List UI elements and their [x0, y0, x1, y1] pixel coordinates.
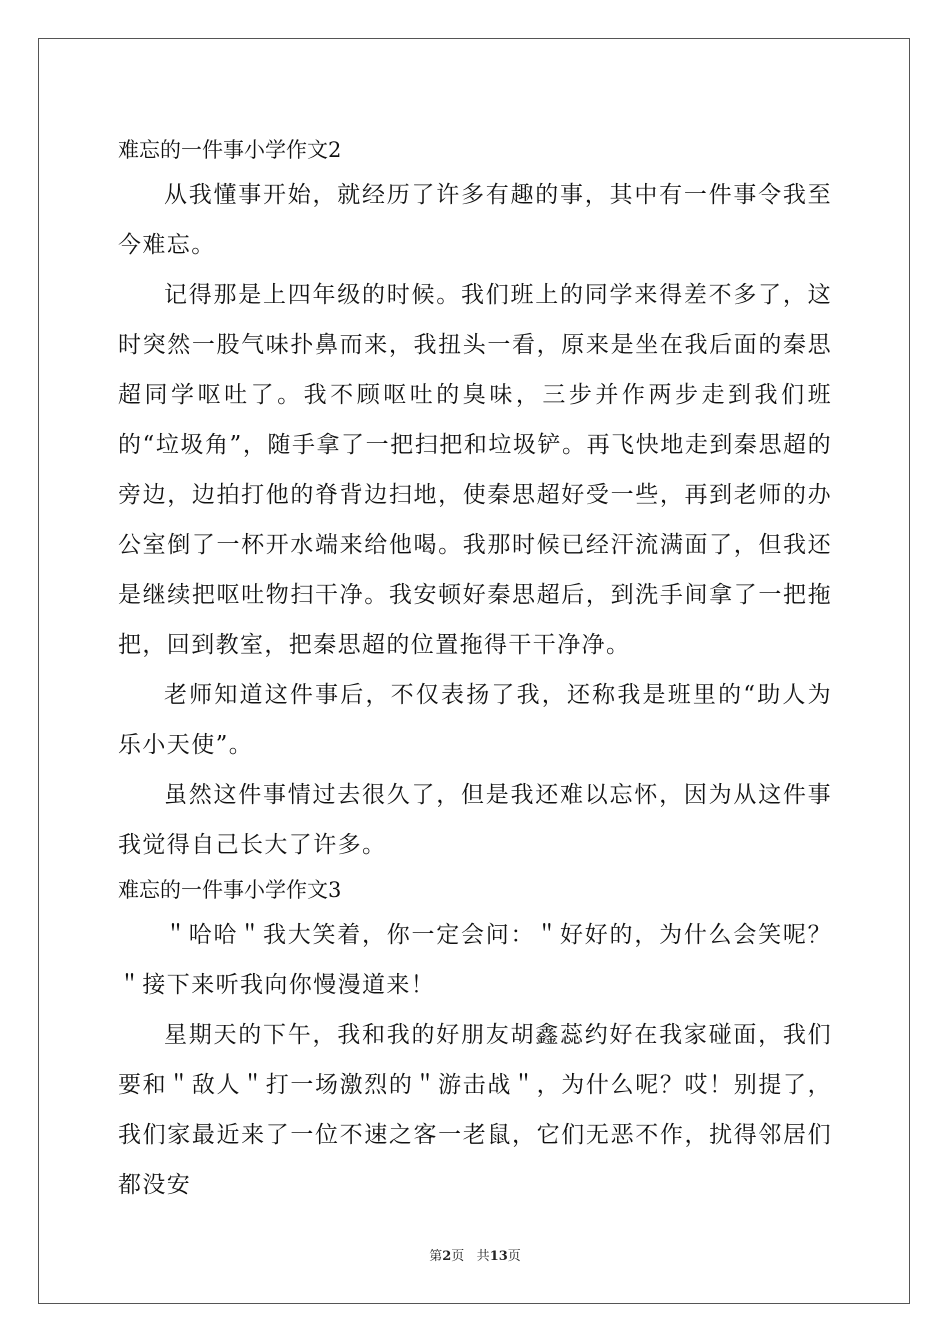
paragraph: 虽然这件事情过去很久了，但是我还难以忘怀，因为从这件事我觉得自己长大了许多。 [118, 782, 832, 858]
footer-page-number: 2 [442, 1249, 452, 1264]
footer-total-prefix: 共 [476, 1249, 490, 1264]
footer-page-suffix: 页 [451, 1249, 465, 1264]
footer-prefix: 第 [429, 1249, 443, 1264]
document-body [118, 130, 832, 1210]
paragraph: ＂哈哈＂我大笑着，你一定会问：＂好好的，为什么会笑呢？＂接下来听我向你慢漫道来！ [118, 922, 832, 998]
page-footer [0, 1245, 950, 1264]
paragraph: 从我懂事开始，就经历了许多有趣的事，其中有一件事令我至今难忘。 [118, 182, 832, 258]
footer-total-suffix: 页 [507, 1249, 521, 1264]
footer-total-pages: 13 [489, 1249, 508, 1264]
section-heading: 难忘的一件事小学作文3 [118, 878, 342, 902]
section-heading: 难忘的一件事小学作文2 [118, 138, 342, 162]
paragraph: 星期天的下午，我和我的好朋友胡鑫蕊约好在我家碰面，我们要和＂敌人＂打一场激烈的＂游击战＂，为什么呢？哎！别提了，我们家最近来了一位不速之客一老鼠，它们无恶不作，扰得邻居们都没安 [118, 1022, 832, 1198]
paragraph: 老师知道这件事后，不仅表扬了我，还称我是班里的“助人为乐小天使”。 [118, 682, 832, 758]
paragraph: 记得那是上四年级的时候。我们班上的同学来得差不多了，这时突然一股气味扑鼻而来，我扭头一看，原来是坐在我后面的秦思超同学呕吐了。我不顾呕吐的臭味，三步并作两步走到我们班的“垃圾角”，随手拿了一把扫把和垃圾铲。再飞快地走到秦思超的旁边，边拍打他的脊背边扫地，使秦思超好受一些，再到老师的办公室倒了一杯开水端来给他喝。我那时候已经汗流满面了，但我还是继续把呕吐物扫干净。我安顿好秦思超后，到洗手间拿了一把拖把，回到教室，把秦思超的位置拖得干干净净。 [118, 282, 832, 658]
